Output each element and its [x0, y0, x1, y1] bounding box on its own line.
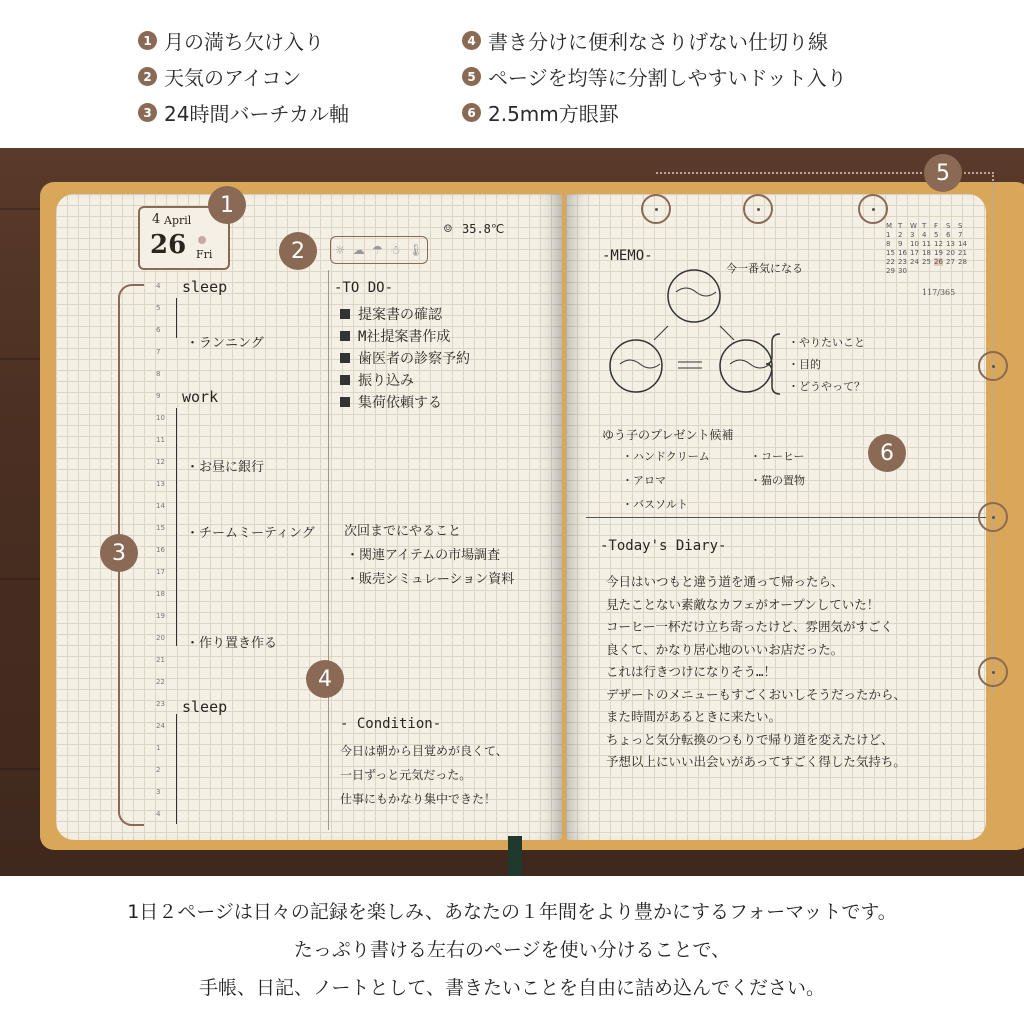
present-item: ・コーヒー [750, 450, 805, 463]
schedule-item: ・作り置き作る [186, 636, 278, 651]
hour-label: 3 [156, 788, 161, 796]
todo-item[interactable] [340, 370, 414, 390]
calendar-day: 15 [886, 249, 895, 257]
calendar-day: 17 [910, 249, 919, 257]
calendar-day: 7 [958, 231, 963, 239]
vertical-divider [328, 270, 329, 830]
hour-label: 17 [156, 568, 165, 576]
callout-weather: 2 [279, 232, 317, 270]
diary-title: -Today's Diary- [600, 538, 727, 554]
hour-label: 15 [156, 524, 165, 532]
feature-item [462, 98, 619, 127]
cloud-icon: ☁ [352, 243, 365, 257]
condition-line: 仕事にもかなり集中できた！ [340, 792, 497, 806]
hour-label: 21 [156, 656, 165, 664]
notebook-scene [0, 148, 1024, 876]
weather-icons [330, 236, 428, 264]
hour-label: 18 [156, 590, 165, 598]
memo-note: 今一番気になる [726, 262, 803, 275]
hour-label: 23 [156, 700, 165, 708]
present-item: ・バスソルト [622, 498, 688, 511]
calendar-day: 24 [910, 258, 919, 266]
todo-title: -TO DO- [334, 280, 394, 296]
calendar-day: 21 [958, 249, 967, 257]
hour-label: 9 [156, 392, 161, 400]
smile-icon: ☺ [444, 222, 452, 237]
checkbox-icon[interactable] [340, 353, 350, 363]
snow-icon: ☃ [390, 243, 401, 257]
feature-number: 5 [462, 67, 481, 86]
feature-text: ページを均等に分割しやすいドット入り [488, 66, 847, 90]
calendar-day: 26 [934, 258, 943, 266]
diary-line: 今日はいつもと違う道を通って帰ったら、 [606, 574, 844, 589]
todo-label: 振り込み [358, 373, 414, 389]
calendar-day: 3 [910, 231, 915, 239]
callout-moon: 1 [208, 186, 246, 224]
hour-label: 4 [156, 810, 161, 818]
calendar-weekday: S [958, 222, 963, 230]
calendar-day: 6 [946, 231, 951, 239]
day-count: 117/365 [922, 288, 956, 297]
calendar-weekday: M [886, 222, 893, 230]
description [0, 876, 1024, 1024]
hour-label: 7 [156, 348, 161, 356]
calendar-weekday: T [898, 222, 903, 230]
brace-icon [766, 332, 782, 396]
diary-line: デザートのメニューもすごくおいしそうだったから、 [606, 686, 907, 702]
present-item: ・猫の置物 [750, 474, 805, 487]
calendar-day: 28 [958, 258, 967, 266]
feature-number: 1 [138, 31, 157, 50]
condition-line: 今日は朝から目覚めが良くて、 [340, 744, 508, 758]
calendar-day: 5 [934, 231, 939, 239]
calendar-day: 10 [910, 240, 919, 248]
sun-icon: ☼ [334, 243, 346, 257]
feature-number: 3 [138, 103, 157, 122]
feature-text: 24時間バーチカル軸 [164, 102, 350, 126]
dot-marker-ring [858, 194, 888, 224]
hour-label: 6 [156, 326, 161, 334]
calendar-day: 8 [886, 240, 891, 248]
description-line: 1日２ページは日々の記録を楽しみ、あなたの１年間をより豊かにするフォーマットです。 [127, 901, 897, 923]
feature-item [462, 62, 847, 91]
memo-list-item: ・どうやって？ [788, 380, 865, 393]
calendar-day: 22 [886, 258, 895, 266]
todo-label: M社提案書作成 [358, 329, 451, 345]
calendar-day: 16 [898, 249, 907, 257]
schedule-item: ・チームミーティング [186, 526, 315, 541]
feature-text: 書き分けに便利なさりげない仕切り線 [488, 30, 828, 54]
schedule-item: sleep [182, 698, 228, 716]
dot-marker-ring [978, 657, 1008, 687]
left-page [56, 194, 562, 840]
weekday: Fri [196, 248, 213, 261]
calendar-weekday: S [946, 222, 951, 230]
dot-marker-ring [743, 194, 773, 224]
calendar-day: 11 [922, 240, 931, 248]
calendar-day: 13 [946, 240, 955, 248]
calendar-day: 25 [922, 258, 931, 266]
memo-list-item: ・やりたいこと [788, 336, 865, 349]
calendar-day: 29 [886, 267, 895, 275]
next-item: ・関連アイテムの市場調査 [346, 548, 501, 563]
calendar-day: 14 [958, 240, 967, 248]
hour-label: 24 [156, 722, 165, 730]
feature-text: 天気のアイコン [164, 66, 302, 90]
hour-label: 1 [156, 744, 161, 752]
description-line: たっぷり書ける左右のページを使い分けることで、 [293, 939, 731, 961]
dot-marker-ring [641, 194, 671, 224]
schedule-item: work [182, 388, 219, 406]
temperature: 35.8℃ [462, 222, 505, 236]
checkbox-icon[interactable] [340, 397, 350, 407]
hour-label: 19 [156, 612, 165, 620]
calendar-day: 19 [934, 249, 943, 257]
todo-item[interactable] [340, 348, 470, 368]
diary-line: また時間があるときに来たい。 [606, 709, 782, 724]
feature-number: 4 [462, 31, 481, 50]
calendar-weekday: T [922, 222, 927, 230]
hour-label: 22 [156, 678, 165, 686]
calendar-day: 20 [946, 249, 955, 257]
dot-marker-ring [978, 351, 1008, 381]
schedule-item: ・お昼に銀行 [186, 460, 265, 475]
bookmark-ribbon [508, 836, 522, 876]
moon-phase-icon [198, 236, 206, 244]
calendar-day: 23 [898, 258, 907, 266]
diary-line: 良くて、かなり居心地のいいお店だった。 [606, 641, 844, 657]
feature-item [138, 62, 301, 91]
day-number: 26 [150, 230, 187, 260]
month-name: April [164, 214, 192, 227]
thermometer-icon: 🌡 [408, 243, 424, 257]
hour-label: 14 [156, 502, 165, 510]
todo-item[interactable] [340, 304, 442, 324]
diary-line: コーヒー一杯だけ立ち寄ったけど、雰囲気がすごく [606, 619, 894, 634]
hour-label: 8 [156, 370, 161, 378]
present-item: ・アロマ [622, 474, 666, 487]
feature-text: 2.5mm方眼罫 [488, 102, 619, 126]
feature-item [138, 26, 324, 55]
calendar-day: 4 [922, 231, 927, 239]
callout-divider: 4 [306, 660, 344, 698]
present-item: ・ハンドクリーム [622, 450, 710, 463]
hour-label: 4 [156, 282, 161, 290]
calendar-day: 2 [898, 231, 903, 239]
schedule-item: ・ランニング [186, 336, 264, 351]
checkbox-icon[interactable] [340, 331, 350, 341]
callout-axis: 3 [100, 534, 138, 572]
callout-grid: 6 [868, 434, 906, 472]
todo-label: 歯医者の診察予約 [358, 351, 470, 367]
diary-line: これは行きつけになりそう…！ [606, 664, 777, 679]
dotted-guide-vertical [992, 172, 994, 692]
present-title: ゆう子のプレゼント候補 [602, 428, 734, 442]
mini-calendar [886, 222, 970, 275]
feature-item [462, 26, 828, 55]
feature-item [138, 98, 349, 127]
next-item: ・販売シミュレーション資料 [346, 572, 515, 587]
arrow-sleep-night [176, 714, 177, 824]
todo-label: 提案書の確認 [358, 307, 442, 323]
memo-title: -MEMO- [602, 248, 653, 264]
hour-label: 20 [156, 634, 165, 642]
hour-label: 16 [156, 546, 165, 554]
next-title: 次回までにやること [344, 524, 462, 539]
todo-label: 集荷依頼する [358, 395, 442, 411]
right-page [566, 194, 986, 840]
schedule-item: sleep [182, 278, 228, 296]
diary-line: 見たことない素敵なカフェがオープンしていた！ [606, 596, 880, 612]
checkbox-icon[interactable] [340, 309, 350, 319]
page-divider [586, 517, 986, 518]
todo-item[interactable] [340, 326, 450, 346]
feature-number: 6 [462, 103, 481, 122]
calendar-day: 27 [946, 258, 955, 266]
checkbox-icon[interactable] [340, 375, 350, 385]
feature-list [0, 0, 1024, 148]
calendar-day: 30 [898, 267, 907, 275]
memo-list-item: ・目的 [788, 358, 821, 371]
dot-marker-ring [978, 502, 1008, 532]
calendar-day: 1 [886, 231, 891, 239]
condition-line: 一日ずっと元気だった。 [340, 768, 472, 782]
hour-label: 10 [156, 414, 165, 422]
diary-line: 予想以上にいい出会いがあってすごく得した気持ち。 [606, 754, 906, 769]
calendar-weekday: F [934, 222, 939, 230]
feature-text: 月の満ち欠け入り [164, 30, 324, 54]
arrow-work [176, 408, 177, 646]
hour-label: 12 [156, 458, 165, 466]
feature-number: 2 [138, 67, 157, 86]
memo-diagram [606, 268, 786, 398]
umbrella-icon: ☂ [371, 243, 383, 257]
description-line: 手帳、日記、ノートとして、書きたいことを自由に詰め込んでください。 [198, 977, 826, 999]
diary-line: ちょっと気分転換のつもりで帰り道を変えたけど、 [606, 731, 894, 747]
callout-dots: 5 [924, 154, 962, 192]
month-number: 4 [152, 212, 161, 227]
todo-item[interactable] [340, 392, 442, 412]
calendar-day: 12 [934, 240, 943, 248]
calendar-day: 18 [922, 249, 931, 257]
hour-label: 5 [156, 304, 161, 312]
calendar-weekday: W [910, 222, 917, 230]
hour-label: 2 [156, 766, 161, 774]
hour-label: 11 [156, 436, 165, 444]
condition-title: - Condition- [340, 716, 442, 732]
calendar-day: 9 [898, 240, 903, 248]
hour-label: 13 [156, 480, 165, 488]
arrow-sleep [176, 298, 177, 338]
